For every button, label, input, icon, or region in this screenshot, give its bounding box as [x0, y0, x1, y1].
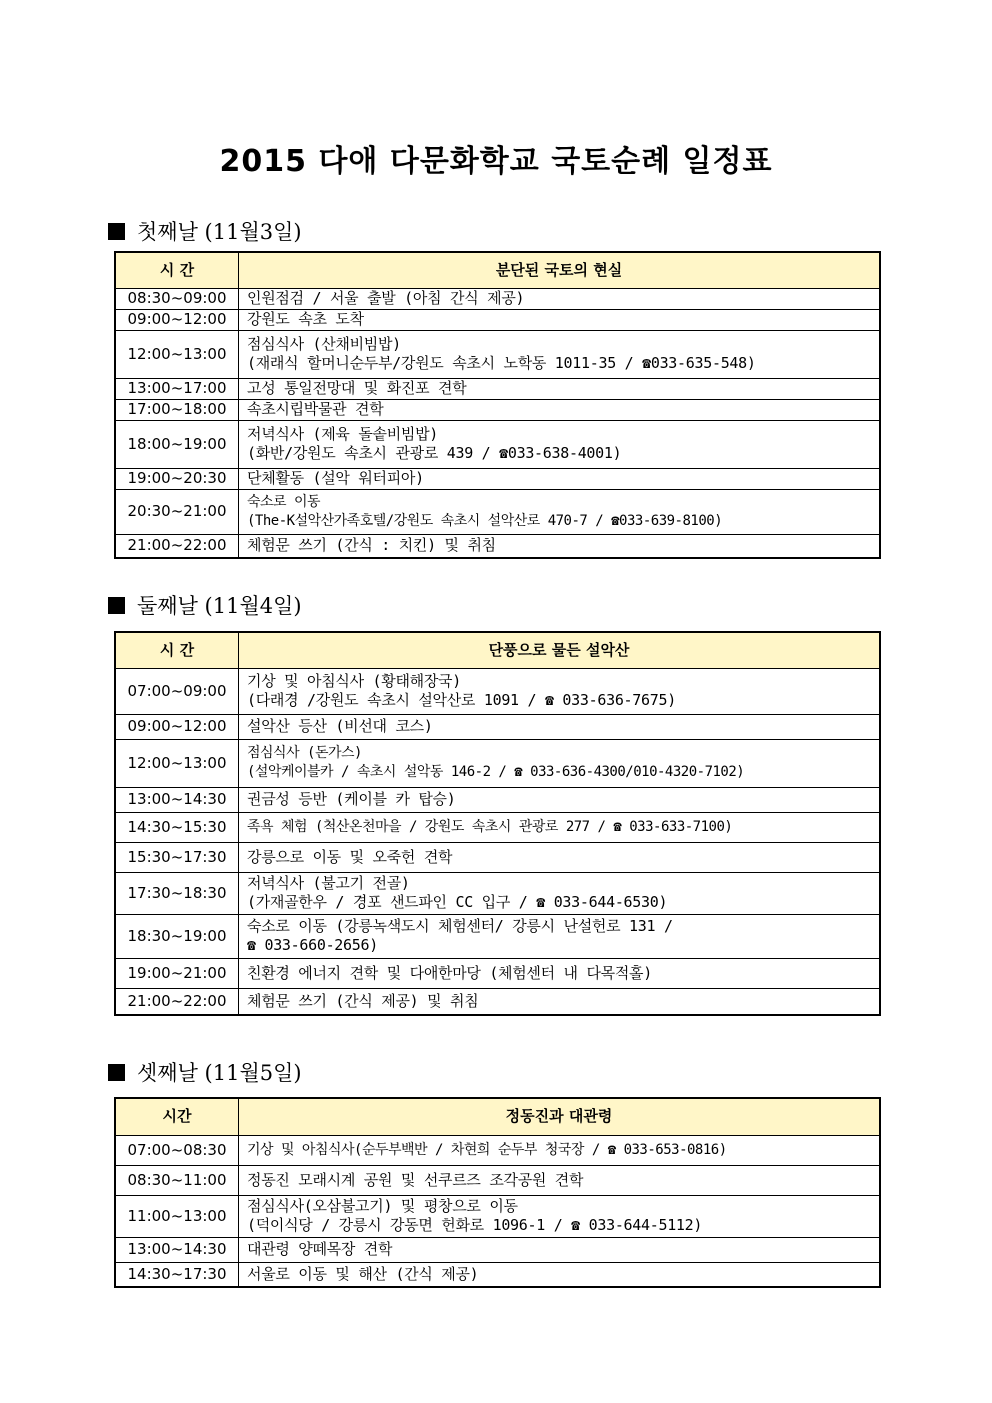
table-row [115, 330, 880, 378]
square-bullet-icon [108, 1064, 125, 1081]
table-row [115, 1195, 880, 1237]
desc-cell: 강릉으로 이동 및 오죽헌 견학 [239, 842, 881, 872]
desc-line-1: 점심식사 (산채비빔밥) [247, 335, 401, 353]
desc-cell: 체험문 쓰기 (간식 제공) 및 취침 [239, 988, 881, 1015]
col-time-header: 시간 [115, 1098, 239, 1135]
time-cell: 19:00~21:00 [115, 958, 239, 988]
col-time-header: 시 간 [115, 632, 239, 668]
day2-table [114, 631, 881, 1016]
desc-line-2: (다래경 /강원도 속초시 설악산로 1091 / ☎ 033-636-7675) [247, 691, 676, 709]
desc-cell: 단체활동 (설악 워터피아) [239, 468, 881, 489]
desc-cell: 족욕 체험 (척산온천마을 / 강원도 속초시 관광로 277 / ☎ 033-633-7100) [239, 812, 881, 842]
table-row [115, 468, 880, 489]
desc-line-1: 숙소로 이동 [247, 493, 321, 510]
desc-line-2: (재래식 할머니순두부/강원도 속초시 노학동 1011-35 / ☎033-635-548) [247, 354, 756, 372]
table-row [115, 914, 880, 958]
table-row [115, 399, 880, 420]
desc-line-2: (화반/강원도 속초시 관광로 439 / ☎033-638-4001) [247, 444, 622, 462]
time-cell: 08:30~11:00 [115, 1165, 239, 1195]
time-cell: 12:00~13:00 [115, 739, 239, 787]
desc-cell [239, 668, 881, 714]
desc-cell: 대관령 양떼목장 견학 [239, 1237, 881, 1262]
desc-cell [239, 489, 881, 534]
day1-heading [108, 216, 302, 246]
table-row [115, 958, 880, 988]
day1-table [114, 251, 881, 559]
page-title: 2015 다애 다문화학교 국토순례 일정표 [219, 144, 773, 179]
time-cell: 17:00~18:00 [115, 399, 239, 420]
time-cell: 14:30~15:30 [115, 812, 239, 842]
day2-heading-text: 둘째날 (11월4일) [137, 594, 302, 618]
table-row [115, 1237, 880, 1262]
desc-cell [239, 739, 881, 787]
desc-line-2: (설악케이블카 / 속초시 설악동 146-2 / ☎ 033-636-4300/010-4320-7102) [247, 764, 745, 780]
desc-line-1: 점심식사(오삼불고기) 및 평창으로 이동 [247, 1197, 518, 1215]
table-row [115, 309, 880, 330]
desc-line-1: 점심식사 (돈가스) [247, 745, 362, 761]
table-row [115, 420, 880, 468]
time-cell: 18:00~19:00 [115, 420, 239, 468]
time-cell: 19:00~20:30 [115, 468, 239, 489]
table-row [115, 787, 880, 812]
day2-heading [108, 590, 302, 620]
time-cell: 11:00~13:00 [115, 1195, 239, 1237]
time-cell: 17:30~18:30 [115, 872, 239, 914]
desc-cell [239, 914, 881, 958]
square-bullet-icon [108, 223, 125, 240]
desc-line-1: 숙소로 이동 (강릉녹색도시 체험센터/ 강릉시 난설헌로 131 / [247, 917, 673, 935]
table-row [115, 872, 880, 914]
time-cell: 13:00~17:00 [115, 378, 239, 399]
desc-cell: 권금성 등반 (케이블 카 탑승) [239, 787, 881, 812]
desc-line-1: 저녁식사 (제육 돌솥비빔밥) [247, 425, 439, 443]
time-cell: 08:30~09:00 [115, 288, 239, 309]
table-row [115, 988, 880, 1015]
desc-line-1: 저녁식사 (불고기 전골) [247, 874, 410, 892]
desc-line-2: ☎ 033-660-2656) [247, 936, 378, 954]
desc-cell [239, 420, 881, 468]
desc-cell: 기상 및 아침식사(순두부백반 / 차현희 순두부 청국장 / ☎ 033-653-0816) [239, 1135, 881, 1165]
time-cell: 13:00~14:30 [115, 787, 239, 812]
table-row [115, 842, 880, 872]
table-row [115, 534, 880, 558]
desc-line-1: 기상 및 아침식사 (황태해장국) [247, 672, 461, 690]
desc-line-2: (The-K설악산가족호텔/강원도 속초시 설악산로 470-7 / ☎033-639-8100) [247, 512, 723, 529]
col-desc-header: 단풍으로 물든 설악산 [239, 632, 881, 668]
time-cell: 07:00~09:00 [115, 668, 239, 714]
table-row [115, 1262, 880, 1287]
day3-heading-text: 셋째날 (11월5일) [137, 1061, 302, 1085]
time-cell: 07:00~08:30 [115, 1135, 239, 1165]
desc-cell: 강원도 속초 도착 [239, 309, 881, 330]
day3-table [114, 1097, 881, 1288]
time-cell: 09:00~12:00 [115, 309, 239, 330]
desc-line-2: (가재골한우 / 경포 샌드파인 CC 입구 / ☎ 033-644-6530) [247, 893, 668, 911]
col-time-header: 시 간 [115, 252, 239, 288]
time-cell: 20:30~21:00 [115, 489, 239, 534]
table-row [115, 378, 880, 399]
time-cell: 12:00~13:00 [115, 330, 239, 378]
desc-cell: 체험문 쓰기 (간식 : 치킨) 및 취침 [239, 534, 881, 558]
desc-cell [239, 872, 881, 914]
desc-line-2: (덕이식당 / 강릉시 강동면 헌화로 1096-1 / ☎ 033-644-5112) [247, 1216, 703, 1234]
time-cell: 21:00~22:00 [115, 534, 239, 558]
square-bullet-icon [108, 597, 125, 614]
day3-heading [108, 1057, 302, 1087]
col-desc-header: 정동진과 대관령 [239, 1098, 881, 1135]
time-cell: 13:00~14:30 [115, 1237, 239, 1262]
time-cell: 09:00~12:00 [115, 714, 239, 739]
desc-cell: 친환경 에너지 견학 및 다애한마당 (체험센터 내 다목적홀) [239, 958, 881, 988]
table-row [115, 668, 880, 714]
desc-cell: 속초시립박물관 견학 [239, 399, 881, 420]
time-cell: 21:00~22:00 [115, 988, 239, 1015]
desc-cell: 정동진 모래시계 공원 및 선쿠르즈 조각공원 견학 [239, 1165, 881, 1195]
table-row [115, 739, 880, 787]
time-cell: 15:30~17:30 [115, 842, 239, 872]
table-row [115, 812, 880, 842]
col-desc-header: 분단된 국토의 현실 [239, 252, 881, 288]
time-cell: 14:30~17:30 [115, 1262, 239, 1287]
desc-cell: 인원점검 / 서울 출발 (아침 간식 제공) [239, 288, 881, 309]
desc-cell [239, 1195, 881, 1237]
table-row [115, 1135, 880, 1165]
table-row [115, 489, 880, 534]
day1-heading-text: 첫째날 (11월3일) [137, 220, 302, 244]
desc-cell: 설악산 등산 (비선대 코스) [239, 714, 881, 739]
desc-cell: 서울로 이동 및 해산 (간식 제공) [239, 1262, 881, 1287]
time-cell: 18:30~19:00 [115, 914, 239, 958]
desc-cell: 고성 통일전망대 및 화진포 견학 [239, 378, 881, 399]
table-row [115, 714, 880, 739]
table-row [115, 288, 880, 309]
desc-cell [239, 330, 881, 378]
table-row [115, 1165, 880, 1195]
